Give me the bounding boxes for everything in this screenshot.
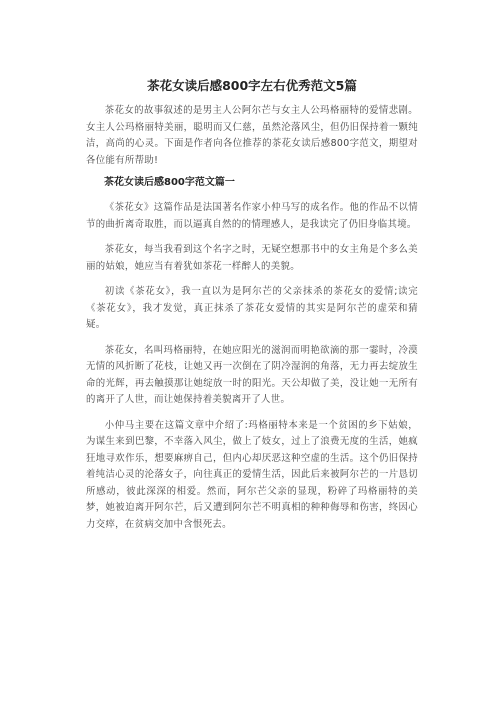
- body-paragraph: 茶花女，名叫玛格丽特，在她应阳光的滋润而明艳欲滴的那一霎时，冷漠无情的风折断了花枝，让她又再一次倒在了阴冷湿润的角落，无力再去绽放生命的光辉，再去触摸那让她绽放一时的阳光。天公却做了美，没让她一无所有的离开了人世，而让她保持着美貌离开了人世。: [86, 344, 418, 405]
- body-paragraph: 《茶花女》这篇作品是法国著名作家小仲马写的成名作。他的作品不以情节的曲折离奇取胜，而以逼真自然的的情理感人，是我读完了仍旧身临其境。: [86, 202, 418, 230]
- document-title: 茶花女读后感800字左右优秀范文5篇: [147, 78, 357, 93]
- body-paragraph: 茶花女，每当我看到这个名字之时，无疑空想那书中的女主角是个多么美丽的姑娘，她应当有着犹如茶花一样醉人的美貌。: [86, 244, 418, 272]
- body-paragraph: 小仲马主要在这篇文章中介绍了:玛格丽特本来是一个贫困的乡下姑娘，为谋生来到巴黎，不幸落入风尘，做上了妓女，过上了浪费无度的生活，她疯狂地寻欢作乐，想要麻痹自己，但内心却厌恶这种空虚的生活。这个仍旧保持着纯洁心灵的沦落女子，向往真正的爱情生活，因此后来被阿尔芒的一片恳切所感动，彼此深深的相爱。然而，阿尔芒父亲的显现，粉碎了玛格丽特的美梦，她被迫离开阿尔芒，后又遭到阿尔芒不明真相的种种侮辱和伤害，终因心力交瘁，在贫病交加中含恨死去。: [86, 419, 418, 530]
- document-page: [86, 78, 418, 533]
- section-heading: 茶花女读后感800字范文篇一: [104, 177, 235, 188]
- body-paragraph: 初读《茶花女》，我一直以为是阿尔芒的父亲抹杀的茶花女的爱情;读完《茶花女》，我才发觉，真正抹杀了茶花女爱情的其实是阿尔芒的虚荣和猜疑。: [86, 286, 418, 330]
- intro-paragraph: 茶花女的故事叙述的是男主人公阿尔芒与女主人公玛格丽特的爱情悲剧。女主人公玛格丽特美丽，聪明而又仁慈，虽然沦落风尘，但仍旧保持着一颗纯洁，高尚的心灵。下面是作者向各位推荐的茶花女读后感800字范文，期望对各位能有所帮助!: [86, 105, 418, 166]
